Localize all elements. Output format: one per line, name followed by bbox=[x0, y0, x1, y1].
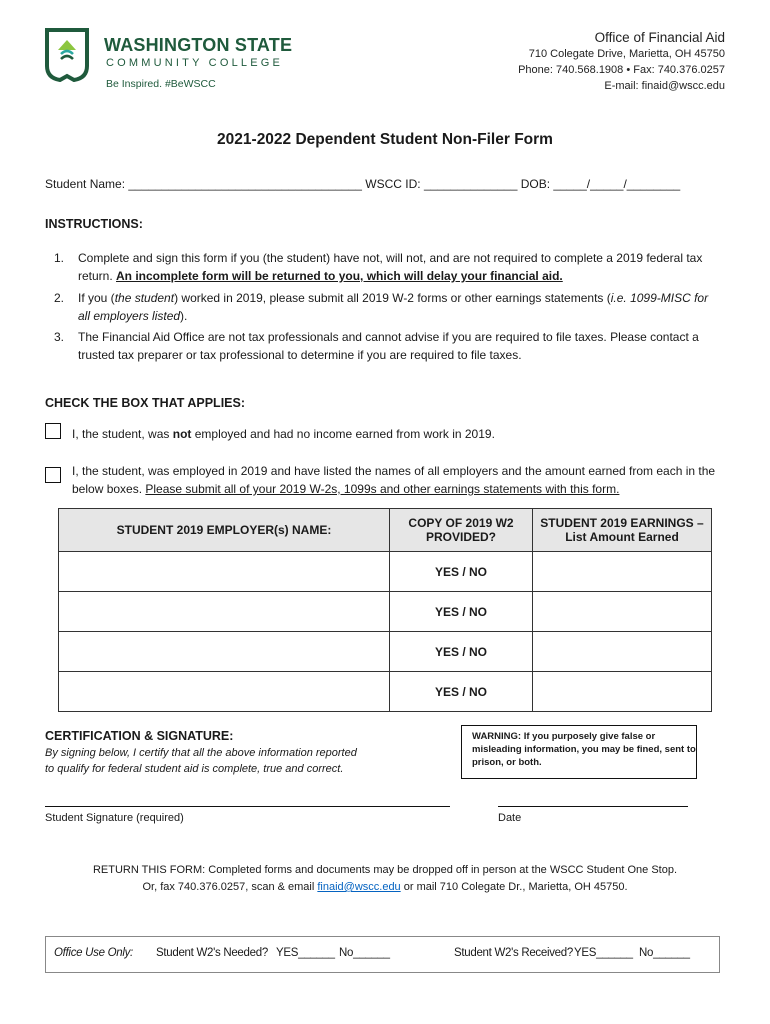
office-title: Office of Financial Aid bbox=[594, 30, 725, 45]
not-employed-checkbox[interactable] bbox=[45, 423, 61, 439]
instructions-heading: INSTRUCTIONS: bbox=[45, 217, 143, 231]
college-tagline: Be Inspired. #BeWSCC bbox=[106, 78, 216, 90]
earnings-cell[interactable] bbox=[533, 632, 712, 672]
instruction-item-2 bbox=[54, 289, 714, 325]
college-name-line2: COMMUNITY COLLEGE bbox=[106, 57, 284, 69]
college-logo-mark bbox=[44, 26, 90, 82]
form-title: 2021-2022 Dependent Student Non-Filer Form bbox=[217, 131, 553, 148]
employer-name-cell[interactable] bbox=[59, 592, 390, 632]
earnings-cell[interactable] bbox=[533, 592, 712, 632]
w2-provided-header: COPY OF 2019 W2 PROVIDED? bbox=[390, 509, 533, 552]
date-label: Date bbox=[498, 812, 522, 824]
employer-name-cell[interactable] bbox=[59, 552, 390, 592]
table-row bbox=[59, 552, 712, 592]
w2-received-label: Student W2's Received? bbox=[454, 947, 573, 959]
employer-name-cell[interactable] bbox=[59, 672, 390, 712]
employed-label bbox=[72, 462, 727, 498]
w2-provided-cell[interactable]: YES / NO bbox=[390, 592, 533, 632]
email-link[interactable]: finaid@wscc.edu bbox=[317, 881, 401, 893]
signature-label: Student Signature (required) bbox=[45, 812, 184, 824]
w2-provided-cell[interactable]: YES / NO bbox=[390, 672, 533, 712]
instruction-emphasis: An incomplete form will be returned to you, which will delay your financial aid. bbox=[116, 269, 563, 283]
employer-name-header: STUDENT 2019 EMPLOYER(s) NAME: bbox=[59, 509, 390, 552]
instruction-italic: the student bbox=[114, 291, 175, 305]
employed-checkbox[interactable] bbox=[45, 467, 61, 483]
instruction-number: 2. bbox=[54, 291, 65, 305]
table-row bbox=[59, 592, 712, 632]
office-use-label: Office Use Only: bbox=[54, 947, 133, 959]
employer-table bbox=[58, 508, 712, 712]
option-underline: Please submit all of your 2019 W-2s, 1099s and other earnings statements with this form. bbox=[145, 482, 620, 496]
student-info-line[interactable]: Student Name: ___________________________________ WSCC ID: ______________ DOB: _____/_____/________ bbox=[45, 177, 681, 191]
instruction-number: 1. bbox=[54, 251, 65, 265]
instruction-item-3 bbox=[54, 328, 714, 364]
instruction-text: If you ( bbox=[78, 291, 115, 305]
table-header-row bbox=[59, 509, 712, 552]
table-row bbox=[59, 672, 712, 712]
instruction-text: ). bbox=[180, 309, 188, 323]
check-heading: CHECK THE BOX THAT APPLIES: bbox=[45, 396, 246, 410]
office-phone-fax: Phone: 740.568.1908 • Fax: 740.376.0257 bbox=[518, 64, 725, 76]
earnings-cell[interactable] bbox=[533, 672, 712, 712]
w2-provided-cell[interactable]: YES / NO bbox=[390, 552, 533, 592]
warning-label: WARNING: bbox=[472, 731, 522, 742]
instruction-text: ) worked in 2019, please submit all 2019 W-2 forms or other earnings statements ( bbox=[174, 291, 611, 305]
date-line[interactable] bbox=[498, 806, 688, 807]
return-instructions-line1: RETURN THIS FORM: Completed forms and documents may be dropped off in person at the WSCC Student One Stop. bbox=[92, 864, 678, 876]
w2-needed-yes[interactable]: YES______ bbox=[276, 947, 335, 959]
employer-name-cell[interactable] bbox=[59, 632, 390, 672]
w2-needed-no[interactable]: No______ bbox=[339, 947, 390, 959]
signature-line[interactable] bbox=[45, 806, 450, 807]
instruction-italic: i.e. 1099-MISC for all employers listed bbox=[78, 291, 709, 323]
instruction-number: 3. bbox=[54, 330, 65, 344]
certification-text: By signing below, I certify that all the above information reported to qualify for federal student aid is complete, true and correct. bbox=[45, 747, 357, 775]
office-use-box bbox=[45, 936, 720, 973]
not-employed-label bbox=[72, 425, 727, 443]
office-email: E-mail: finaid@wscc.edu bbox=[604, 80, 725, 92]
w2-provided-cell[interactable]: YES / NO bbox=[390, 632, 533, 672]
certification-heading: CERTIFICATION & SIGNATURE: bbox=[45, 729, 234, 743]
option-text: I, the student, was employed in 2019 and have listed the names of all employers and the amount earned from each in the below boxes. bbox=[72, 464, 716, 496]
college-name-line1: WASHINGTON STATE bbox=[104, 35, 293, 55]
option-emphasis: not bbox=[172, 427, 192, 441]
w2-received-no[interactable]: No______ bbox=[639, 947, 690, 959]
warning-text: If you purposely give false or misleading information, you may be fined, sent to prison, or both. bbox=[472, 731, 696, 768]
table-row bbox=[59, 632, 712, 672]
earnings-header: STUDENT 2019 EARNINGS – List Amount Earned bbox=[533, 509, 712, 552]
instruction-item-1 bbox=[54, 249, 714, 285]
warning-box bbox=[461, 725, 697, 779]
return-instructions-line2: Or, fax 740.376.0257, scan & email finaid@wscc.edu or mail 710 Colegate Dr., Marietta, OH 45750. bbox=[142, 881, 628, 893]
earnings-cell[interactable] bbox=[533, 552, 712, 592]
instruction-text: The Financial Aid Office are not tax professionals and cannot advise if you are required to file taxes. Please contact a trusted tax preparer or tax professional to determine if you are required to file taxes. bbox=[78, 330, 699, 362]
instruction-text: Complete and sign this form if you (the student) have not, will not, and are not required to complete a 2019 federal tax return. bbox=[78, 251, 703, 283]
w2-received-yes[interactable]: YES______ bbox=[574, 947, 633, 959]
office-address: 710 Colegate Drive, Marietta, OH 45750 bbox=[528, 48, 725, 60]
w2-needed-label: Student W2's Needed? bbox=[156, 947, 268, 959]
option-text: employed and had no income earned from work in 2019. bbox=[191, 427, 495, 441]
option-text: I, the student, was bbox=[72, 427, 173, 441]
